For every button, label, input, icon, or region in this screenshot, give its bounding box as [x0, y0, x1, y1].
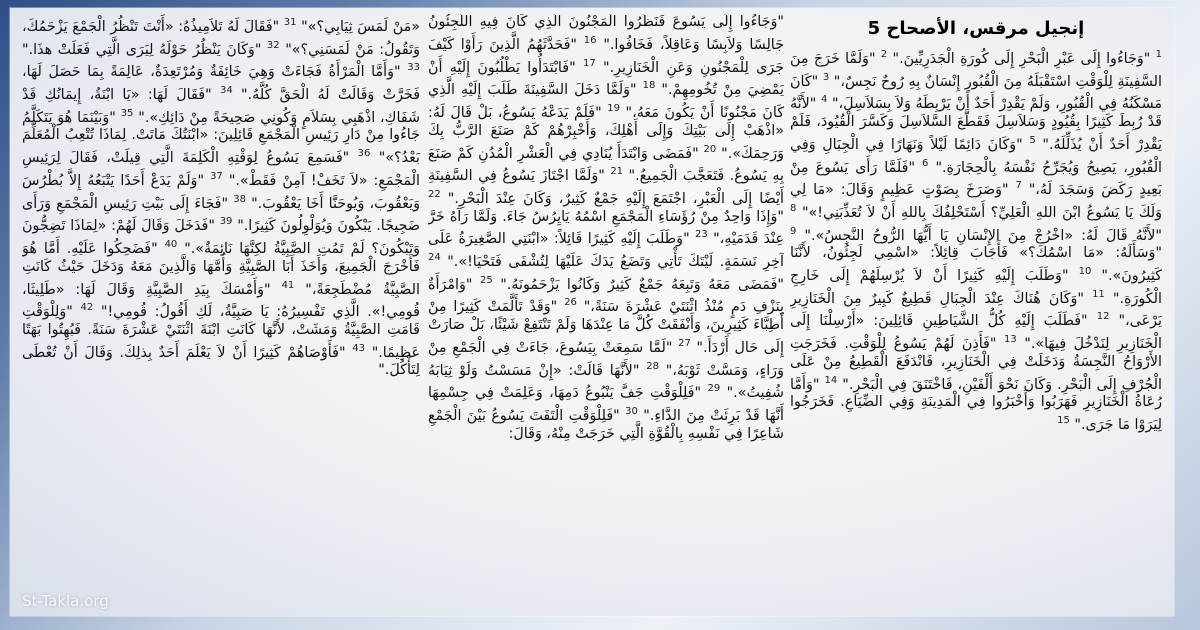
verse-text: "فَأَذِنَ لَهُمْ يَسُوعُ لِلْوَقْتِ. فَخَرَجَتِ الأَرْوَاحُ النَّجِسَةُ وَدَخَلَتْ فِي الْخَنَازِيرِ، فَانْدَفَعَ الْقَطِيعُ مِنْ عَلَى الْجُرْفِ إِلَى الْبَحْرِ. وَكَانَ نَحْوَ أَلْفَيْنِ، فَاخْتَنَقَ فِي الْبَحْرِ." — [790, 335, 1162, 393]
verse-text: "فَابْتَدَأُوا يَطْلُبُونَ إِلَيْهِ أَنْ يَمْضِيَ مِنْ تُخُومِهِمْ." — [428, 59, 784, 99]
column-right — [790, 14, 1162, 574]
verse-text: "وَكَانَ هُنَاكَ عِنْدَ الْجِبَالِ قَطِيعٌ كَبِيرٌ مِنَ الْخَنَازِيرِ يَرْعَى،" — [790, 290, 1162, 330]
verse-number: 16 — [583, 34, 597, 46]
verse-number: 35 — [120, 107, 134, 119]
chapter-title: إنجيل مرقس، الأصحاح 5 — [867, 18, 1085, 39]
verse-text: "وَإِذَا وَاحِدٌ مِنْ رُؤَسَاءِ الْمَجْمَعِ اسْمُهُ يَايِرُسُ جَاءَ. وَلَمَّا رَآهُ خَرَّ عِنْدَ قَدَمَيْهِ،" — [428, 208, 784, 248]
verse-number: 34 — [219, 85, 233, 97]
verse-text: "فَجَاءَ إِلَى بَيْتِ رَئِيسِ الْمَجْمَعِ وَرَأَى ضَجِيجًا. يَبْكُونَ وَيُوَلْوِلُونَ كَثِيرًا." — [22, 195, 420, 235]
verse-text: "وَلَمْ يَدَعْ أَحَدًا يَتْبَعُهُ إِلاَّ بُطْرُسَ وَيَعْقُوبَ، وَيُوحَنَّا أَخَا يَعْقُوبَ." — [22, 172, 420, 212]
site-watermark: St-Takla.org — [22, 592, 109, 610]
verse-text: "فَضَحِكُوا عَلَيْهِ. أَمَّا هُوَ فَأَخْرَجَ الْجَمِيعَ، وَأَخَذَ أَبَا الصَّبِيَّةِ وَأُمَّهَا وَالَّذِينَ مَعَهُ وَدَخَلَ حَيْثُ كَانَتِ الصَّبِيَّةُ مُضْطَجِعَةً،" — [22, 240, 420, 298]
verse-text: "وَبَيْنَمَا هُوَ يَتَكَلَّمُ جَاءُوا مِنْ دَارِ رَئِيسِ الْمَجْمَعِ قَائِلِينَ: «ابْنَتُكَ مَاتَتْ. لِمَاذَا تُتْعِبُ الْمُعَلِّمَ بَعْدُ؟»" — [22, 109, 420, 167]
verse-number: 19 — [607, 102, 620, 114]
verse-text: "وَامْرَأَةٌ بِنَزْفِ دَمٍ مُنْذُ اثْنَتَيْ عَشْرَةَ سَنَةً،" — [428, 276, 784, 316]
verse-text: "فَحَدَّثَهُمُ الَّذِينَ رَأَوْا كَيْفَ جَرَى لِلْمَجْنُونِ وَعَنِ الْخَنَازِيرِ." — [428, 36, 784, 76]
verse-number: 11 — [1092, 288, 1105, 300]
column-middle — [428, 14, 784, 574]
verse-text: "فَلَمْ يَدَعْهُ يَسُوعُ، بَلْ قَالَ لَهُ: «اذْهَبْ إِلَى بَيْتِكَ وَإِلَى أَهْلِكَ، وَأَخْبِرْهُمْ كَمْ صَنَعَ الرَّبُّ بِكَ وَرَحِمَكَ»." — [428, 104, 784, 162]
verse-text: "وَجَاءُوا إِلَى يَسُوعَ فَنَظَرُوا الْمَجْنُونَ الَّذِي كَانَ فِيهِ اللَّجِئُونُ جَالِسًا وَلاَبِسًا وَعَاقِلاً، فَخَافُوا." — [428, 14, 784, 53]
verse-text: "لَمَّا سَمِعَتْ بِيَسُوعَ، جَاءَتْ فِي الْجَمْعِ مِنْ وَرَاءٍ، وَمَسَّتْ ثَوْبَهُ،" — [428, 339, 784, 379]
verse-number: 6 — [922, 157, 929, 169]
verse-number: 1 — [1155, 48, 1162, 60]
verse-number: 40 — [164, 238, 178, 250]
verse-text: "لأَنَّهُ قَدْ رُبِطَ كَثِيرًا بِقُيُودٍ وَسَلاَسِلَ فَقَطَّعَ السَّلاَسِلَ وَكَسَّرَ الْقُيُودَ، فَلَمْ يَقْدِرْ أَحَدٌ أَنْ يُذَلِّلَهُ." — [790, 96, 1162, 153]
verse-text: "وَطَلَبَ إِلَيْهِ كَثِيرًا أَنْ لاَ يُرْسِلَهُمْ إِلَى خَارِجِ الْكُورَةِ." — [790, 267, 1162, 307]
verse-number: 31 — [283, 17, 297, 28]
verse-text: "فَمَضَى وَابْتَدَأَ يُنَادِي فِي الْعَشْرِ الْمُدُنِ كَمْ صَنَعَ بِهِ يَسُوعُ. فَتَعَجَّبَ الْجَمِيعُ." — [428, 145, 784, 184]
verse-text: "فَدَخَلَ وَقَالَ لَهُمْ: «لِمَاذَا تَضِجُّونَ وَتَبْكُونَ؟ لَمْ تَمُتِ الصَّبِيَّةُ لكِنَّهَا نَائِمَةٌ»." — [22, 218, 420, 257]
verse-number: 24 — [428, 252, 441, 264]
verse-number: 18 — [642, 80, 656, 92]
verse-text: "وَطَلَبَ إِلَيْهِ كَثِيرًا قَائِلاً: «ابْنَتِي الصَّغِيرَةُ عَلَى آخِرِ نَسَمَةٍ. لَيْتَكَ تَأْتِي وَتَضَعُ يَدَكَ عَلَيْهَا لِتُشْفَى فَتَحْيَا!»." — [428, 231, 784, 270]
verse-text: "فَمَضَى مَعَهُ وَتَبِعَهُ جَمْعٌ كَثِيرٌ وَكَانُوا يَزْحَمُونَهُ." — [500, 276, 784, 293]
verse-number: 7 — [1015, 180, 1022, 192]
verse-number: 27 — [678, 338, 691, 350]
verse-number: 36 — [357, 148, 371, 160]
column-middle-text — [428, 14, 784, 444]
verse-number: 32 — [266, 39, 280, 51]
verse-number: 14 — [824, 374, 838, 386]
verse-number: 43 — [352, 342, 365, 354]
verse-text: «مَنْ لَمَسَ ثِيَابِي؟»" — [301, 18, 420, 35]
verse-text: "وَقَدْ تَأَلَّمَتْ كَثِيرًا مِنْ أَطِبَّاءَ كَثِيرِينَ، وَأَنْفَقَتْ كُلَّ مَا عِنْدَهَا وَلَمْ تَنْتَفِعْ شَيْئًا، بَلْ صَارَتْ إِلَى حَال أَرْدَأَ." — [428, 299, 784, 356]
verse-number: 9 — [790, 225, 797, 237]
verse-text: "وَلَمَّا اجْتَازَ يَسُوعُ فِي السَّفِينَةِ أَيْضًا إِلَى الْعَبْرِ، اجْتَمَعَ إِلَيْهِ جَمْعٌ كَثِيرٌ، وَكَانَ عِنْدَ الْبَحْرِ." — [428, 167, 784, 207]
verse-text: "وَكَانَ دَائِمًا لَيْلاً وَنَهَارًا فِي الْجِبَالِ وَفِي الْقُبُورِ، يَصِيحُ وَيُجَرِّحُ نَفْسَهُ بِالْحِجَارَةِ." — [790, 136, 1162, 176]
verse-number: 20 — [703, 143, 717, 155]
verse-number: 42 — [80, 302, 94, 314]
page-panel — [10, 8, 1174, 616]
verse-number: 29 — [707, 383, 721, 395]
verse-text: "فَقَالَ لَهُ تَلاَمِيذُهُ: «أَنْتَ تَنْظُرُ الْجَمْعَ يَزْحَمُكَ، وَتَقُولُ: مَنْ لَمَسَنِي؟»" — [22, 18, 420, 58]
verse-number: 21 — [610, 166, 624, 178]
verse-text: "لأَنَّهُ قَالَ لَهُ: «اخْرُجْ مِنَ الإِنْسَانِ يَا أَيُّهَا الرُّوحُ النَّجِسُ»." — [804, 227, 1162, 244]
verse-number: 5 — [1029, 134, 1036, 146]
verse-text: "فَلِلْوَقْتِ جَفَّ يَنْبُوعُ دَمِهَا، وَعَلِمَتْ فِي جِسْمِهَا أَنَّهَا قَدْ بَرِئَتْ مِنَ الدَّاءِ." — [428, 385, 784, 424]
verse-number: 2 — [880, 48, 888, 60]
verse-text: "فَسَمِعَ يَسُوعُ لِوَقْتِهِ الْكَلِمَةَ الَّتِي قِيلَتْ، فَقَالَ لِرَئِيسِ الْمَجْمَعِ: «لاَ تَخَفْ! آمِنْ فَقَطْ»." — [22, 150, 420, 189]
verse-number: 39 — [219, 216, 233, 228]
column-left — [22, 14, 420, 574]
verse-text: "وَسَأَلَهُ: «مَا اسْمُكَ؟» فَأَجَابَ قِائِلاً: «اسْمِي لَجِئُونُ، لأَنَّنَا كَثِيرُونَ»." — [790, 245, 1162, 284]
verse-text: "وَصَرَخَ بِصَوْتٍ عَظِيمٍ وَقَالَ: «مَا لِي وَلَكَ يَا يَسُوعُ ابْنَ اللهِ الْعَلِيِّ؟ أَسْتَحْلِفُكَ بِاللهِ أَنْ لاَ تُعَذِّبَنِي!»" — [790, 181, 1162, 221]
verse-text: "وَأَمَّا رُعَاةُ الْخَنَازِيرِ فَهَرَبُوا وَأَخْبَرُوا فِي الْمَدِينَةِ وَفِي الضِّيَاعِ. فَخَرَجُوا لِيَرَوْا مَا جَرَى." — [790, 376, 1162, 434]
verse-number: 22 — [428, 188, 441, 200]
verse-number: 28 — [646, 360, 659, 372]
verse-number: 17 — [582, 57, 596, 69]
verse-number: 26 — [564, 297, 577, 309]
verse-number: 15 — [1057, 415, 1070, 427]
verse-text: "وَكَانَ يَنْظُرُ حَوْلَهُ لِيَرَى الَّتِي فَعَلَتْ هذَا." — [22, 41, 262, 58]
verse-text: "فَلَمَّا رَأَى يَسُوعَ مِنْ بَعِيدٍ رَكَضَ وَسَجَدَ لَهُ،" — [790, 159, 1162, 198]
verse-number: 12 — [1096, 311, 1110, 323]
verse-number: 25 — [480, 274, 493, 286]
verse-number: 33 — [407, 62, 420, 74]
verse-number: 23 — [695, 229, 708, 241]
column-right-text — [790, 46, 1162, 435]
verse-text: "لأَنَّهَا قَالَتْ: «إِنْ مَسَسْتُ وَلَوْ ثِيَابَهُ شُفِيتُ»." — [428, 362, 784, 402]
verse-text: "فَطَلَبَ إِلَيْهِ كُلُّ الشَّيَاطِينِ قَائِلِينَ: «أَرْسِلْنَا إِلَى الْخَنَازِيرِ لِنَدْخُلَ فِيهَا»." — [790, 313, 1162, 352]
verse-text: "فَأَوْصَاهُمْ كَثِيرًا أَنْ لاَ يَعْلَمَ أَحَدٌ بِذلِكَ. وَقَالَ أَنْ تُعْطَى لِتَأْكُلَ." — [22, 344, 420, 379]
verse-number: 8 — [790, 202, 797, 214]
verse-number: 3 — [822, 71, 830, 83]
verse-number: 41 — [281, 279, 295, 291]
verse-text: "وَجَاءُوا إِلَى عَبْرِ الْبَحْرِ إِلَى كُورَةِ الْجَدَرِيِّينَ." — [892, 50, 1151, 67]
verse-number: 10 — [1078, 266, 1092, 278]
verse-number: 38 — [233, 193, 246, 205]
verse-text: "وَأَمْسَكَ بِيَدِ الصَّبِيَّةِ وَقَالَ لَهَا: «طَلِيثَا، قُومِي!». الَّذِي تَفْسِيرُهُ: يَا صَبِيَّةُ، لَكِ أَقُولُ: قُومِي!" — [22, 281, 420, 320]
verse-text: "وَلَمَّا خَرَجَ مِنَ السَّفِينَةِ لِلْوَقْتِ اسْتَقْبَلَهُ مِنَ الْقُبُورِ إِنْسَانٌ بِهِ رُوحٌ نَجِسٌ،" — [790, 50, 1162, 90]
column-left-text — [22, 14, 420, 380]
verse-text: "فَقَالَ لَهَا: «يَا ابْنَةُ، إِيمَانُكِ قَدْ شَفَاكِ، اذْهَبِي بِسَلاَمٍ وَكُونِي صَحِيحَةً مِنْ دَائِكِ»." — [22, 86, 420, 126]
verse-number: 4 — [820, 94, 828, 106]
verse-text: "وَلِلْوَقْتِ قَامَتِ الصَّبِيَّةُ وَمَشَتْ، لأَنَّهَا كَانَتِ ابْنَةَ اثْنَتَيْ عَشْرَةَ سَنَةً. فَبُهِتُوا بَهَتًا عَظِيمًا." — [22, 303, 420, 361]
verse-text: "وَلَمَّا دَخَلَ السَّفِينَةَ طَلَبَ إِلَيْهِ الَّذِي كَانَ مَجْنُونًا أَنْ يَكُونَ مَعَهُ،" — [428, 82, 784, 121]
verse-number: 37 — [210, 170, 223, 182]
verse-text: "وَأَمَّا الْمَرْأَةُ فَجَاءَتْ وَهِيَ خَائِفَةٌ وَمُرْتَعِدَةٌ، عَالِمَةً بِمَا حَصَلَ لَهَا، فَخَرَّتْ وَقَالَتْ لَهُ الْحَقَّ كُلَّهُ." — [22, 64, 420, 103]
verse-number: 30 — [625, 406, 638, 418]
verse-text: "كَانَ مَسْكَنُهُ فِي الْقُبُورِ، وَلَمْ يَقْدِرْ أَحَدٌ أَنْ يَرْبِطَهُ وَلاَ بِسَلاَسِلَ،" — [790, 73, 1162, 113]
verse-number: 13 — [1003, 334, 1017, 346]
verse-text: "فَلِلْوَقْتِ الْتَفَتَ يَسُوعُ بَيْنَ الْجَمْعِ شَاعِرًا فِي نَفْسِهِ بِالْقُوَّةِ الَّتِي خَرَجَتْ مِنْهُ، وَقَالَ: — [428, 407, 784, 442]
